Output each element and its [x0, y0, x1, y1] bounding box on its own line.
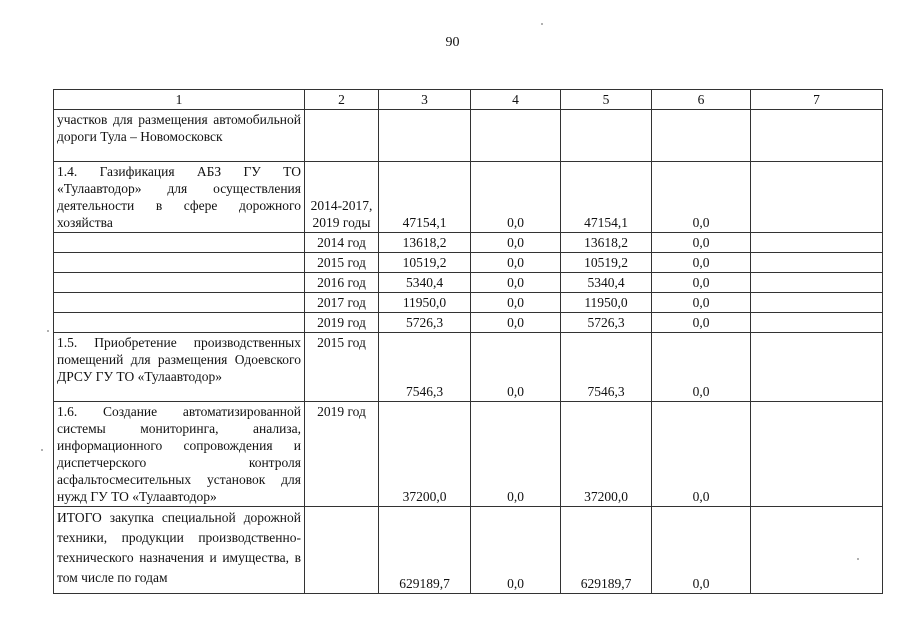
- budget-table: [53, 89, 883, 594]
- cell-total: 5726,3: [379, 313, 471, 333]
- cell-local: 0,0: [652, 162, 751, 233]
- cell-total: 13618,2: [379, 233, 471, 253]
- scan-speck: [47, 330, 49, 332]
- cell-federal: 0,0: [471, 273, 561, 293]
- cell-notes: [751, 253, 883, 273]
- row-title: [54, 233, 305, 253]
- row-period: 2014 год: [305, 233, 379, 253]
- cell-local: 0,0: [652, 402, 751, 507]
- scan-speck: [541, 23, 543, 25]
- table-row: [54, 233, 883, 253]
- cell-federal: 0,0: [471, 253, 561, 273]
- row-period: 2019 год: [305, 402, 379, 507]
- cell-notes: [751, 293, 883, 313]
- cell-federal: 0,0: [471, 233, 561, 253]
- cell-notes: [751, 162, 883, 233]
- cell-total: 11950,0: [379, 293, 471, 313]
- cell-local: 0,0: [652, 233, 751, 253]
- header-cell-2: 2: [305, 90, 379, 110]
- cell-federal: 0,0: [471, 402, 561, 507]
- cell-regional: 13618,2: [561, 233, 652, 253]
- cell-regional: 10519,2: [561, 253, 652, 273]
- cell-federal: 0,0: [471, 313, 561, 333]
- cell-local: 0,0: [652, 507, 751, 594]
- cell-regional: 37200,0: [561, 402, 652, 507]
- header-cell-7: 7: [751, 90, 883, 110]
- cell-notes: [751, 402, 883, 507]
- cell-regional: 7546,3: [561, 333, 652, 402]
- cell-regional: [561, 110, 652, 162]
- row-period: 2017 год: [305, 293, 379, 313]
- cell-local: 0,0: [652, 253, 751, 273]
- row-title: 1.5. Приобретение производственных помещений для размещения Одоевского ДРСУ ГУ ТО «Тулаавтодор»: [54, 333, 305, 402]
- row-period: [305, 507, 379, 594]
- row-title: [54, 293, 305, 313]
- cell-total: 10519,2: [379, 253, 471, 273]
- cell-total: 37200,0: [379, 402, 471, 507]
- cell-federal: 0,0: [471, 507, 561, 594]
- cell-notes: [751, 273, 883, 293]
- table-row: [54, 110, 883, 162]
- cell-notes: [751, 333, 883, 402]
- cell-local: 0,0: [652, 313, 751, 333]
- row-period: 2019 год: [305, 313, 379, 333]
- scan-speck: [857, 558, 859, 560]
- table-row: [54, 402, 883, 507]
- header-cell-4: 4: [471, 90, 561, 110]
- table-row: [54, 507, 883, 594]
- header-cell-1: 1: [54, 90, 305, 110]
- cell-regional: 629189,7: [561, 507, 652, 594]
- cell-federal: [471, 110, 561, 162]
- row-title: 1.6. Создание автоматизированной системы мониторинга, анализа, информационного сопровождения и диспетчерского контроля асфальтосмесительных установок для нужд ГУ ТО «Тулаавтодор»: [54, 402, 305, 507]
- table-row: [54, 333, 883, 402]
- cell-federal: 0,0: [471, 293, 561, 313]
- cell-regional: 47154,1: [561, 162, 652, 233]
- header-cell-3: 3: [379, 90, 471, 110]
- row-period: 2015 год: [305, 253, 379, 273]
- cell-total: 47154,1: [379, 162, 471, 233]
- page-number: 90: [445, 35, 460, 50]
- cell-federal: 0,0: [471, 333, 561, 402]
- header-row: [54, 90, 883, 110]
- cell-local: 0,0: [652, 333, 751, 402]
- cell-regional: 5726,3: [561, 313, 652, 333]
- cell-regional: 5340,4: [561, 273, 652, 293]
- row-title: [54, 253, 305, 273]
- header-cell-6: 6: [652, 90, 751, 110]
- table-row: [54, 313, 883, 333]
- cell-local: 0,0: [652, 273, 751, 293]
- row-title: 1.4. Газификация АБЗ ГУ ТО «Тулаавтодор» для осуществления деятельности в сфере дорожного хозяйства: [54, 162, 305, 233]
- cell-federal: 0,0: [471, 162, 561, 233]
- cell-notes: [751, 233, 883, 253]
- row-title: участков для размещения автомобильной дороги Тула – Новомосковск: [54, 110, 305, 162]
- cell-notes: [751, 110, 883, 162]
- table-row: [54, 273, 883, 293]
- row-period: 2015 год: [305, 333, 379, 402]
- row-period: [305, 110, 379, 162]
- row-period: 2016 год: [305, 273, 379, 293]
- row-title: ИТОГО закупка специальной дорожной техники, продукции производственно-технического назначения и имущества, в том числе по годам: [54, 507, 305, 594]
- scan-speck: [41, 449, 43, 451]
- table-row: [54, 162, 883, 233]
- cell-notes: [751, 313, 883, 333]
- row-period: 2014-2017, 2019 годы: [305, 162, 379, 233]
- row-title: [54, 273, 305, 293]
- table-row: [54, 253, 883, 273]
- cell-total: 7546,3: [379, 333, 471, 402]
- table-row: [54, 293, 883, 313]
- cell-local: 0,0: [652, 293, 751, 313]
- cell-total: 5340,4: [379, 273, 471, 293]
- cell-notes: [751, 507, 883, 594]
- row-title: [54, 313, 305, 333]
- cell-total: 629189,7: [379, 507, 471, 594]
- cell-total: [379, 110, 471, 162]
- cell-regional: 11950,0: [561, 293, 652, 313]
- header-cell-5: 5: [561, 90, 652, 110]
- cell-local: [652, 110, 751, 162]
